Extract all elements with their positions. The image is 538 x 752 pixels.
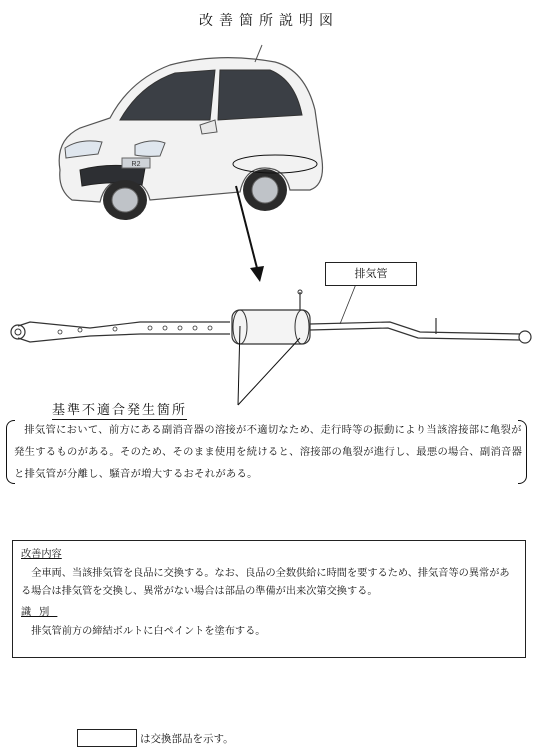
- exhaust-pipe-diagram: [0, 230, 538, 410]
- identification-heading: 識別: [21, 607, 58, 618]
- defect-description: [14, 419, 524, 485]
- legend-text: は交換部品を示す。: [140, 733, 234, 745]
- improvement-box: [12, 540, 526, 658]
- exhaust-pipe-callout: 排気管: [325, 262, 417, 286]
- page-title: 改善箇所説明図: [199, 13, 339, 29]
- car-badge: R2: [131, 161, 141, 168]
- improvement-body: 全車両、当該排気管を良品に交換する。なお、良品の全数供給に時間を要するため、排気音等の異常がある場合は排気管を交換し、異常がない場合は部品の準備が出来次第交換する。: [21, 568, 510, 597]
- defect-text: 排気管において、前方にある副消音器の溶接が不適切なため、走行時等の振動により当該溶接部に亀裂が発生するものがある。そのため、そのまま使用を続けると、溶接部の亀裂が進行し、最悪の場合、副消音器と排気管が分離し、騒音が増大するおそれがある。: [14, 424, 523, 480]
- legend-swatch: [77, 729, 137, 747]
- sub-muffler: [232, 310, 310, 344]
- exhaust-pipe-drawing: [0, 230, 538, 410]
- improvement-heading: 改善内容: [21, 549, 62, 560]
- defect-heading: 基準不適合発生箇所: [52, 399, 187, 420]
- identification-body: 排気管前方の締結ボルトに白ペイントを塗布する。: [31, 626, 266, 637]
